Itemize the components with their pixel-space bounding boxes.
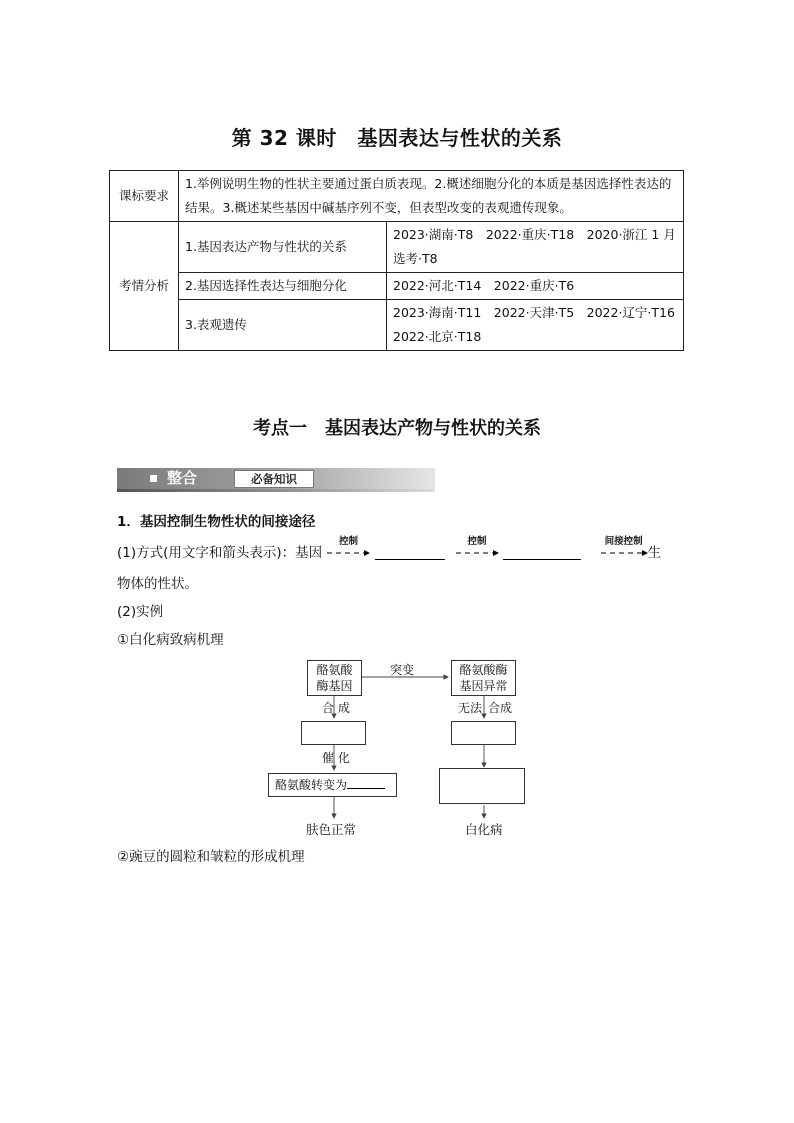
- table-head: 课标要求: [110, 171, 179, 222]
- box-text: 酶基因: [316, 679, 353, 693]
- abnormal-gene-box: [451, 660, 516, 696]
- table-cell: 1.举例说明生物的性状主要通过蛋白质表现。2.概述细胞分化的本质是基因选择性表达的结果。3.概述某些基因中碱基序列不变，但表型改变的表观遗传现象。: [179, 171, 684, 222]
- answer-box[interactable]: [451, 721, 516, 745]
- albinism-label: 白化病: [465, 822, 503, 837]
- table-cell: 2023·湖南·T8 2022·重庆·T18 2020·浙江 1 月选考·T8: [387, 222, 684, 273]
- normal-skin-label: 肤色正常: [306, 822, 357, 837]
- catalyze-label: 催 化: [322, 751, 350, 765]
- synthesis-label: 合 成: [322, 701, 350, 715]
- conversion-box: [268, 773, 397, 797]
- page-title: 第 32 课时 基因表达与性状的关系: [231, 126, 563, 150]
- mutation-label: 突变: [390, 663, 415, 677]
- table-cell: 2023·海南·T11 2022·天津·T5 2022·辽宁·T16 2022·北京·T18: [387, 300, 684, 351]
- pea-heading: ②豌豆的圆粒和皱粒的形成机理: [117, 849, 305, 865]
- table-cell: 1.基因表达产物与性状的关系: [179, 222, 387, 273]
- heading-indirect-pathway: 1．基因控制生物性状的间接途径: [117, 514, 316, 530]
- synthesis-label: 合成: [488, 701, 513, 715]
- answer-blank[interactable]: [347, 777, 385, 789]
- pathway-end: 生: [647, 545, 662, 561]
- banner-subtag: 必备知识: [234, 470, 314, 488]
- pathway-prefix: (1)方式(用文字和箭头表示)：基因: [117, 545, 323, 561]
- normal-gene-box: [307, 660, 362, 696]
- box-text: 酪氨酸转变为: [275, 778, 348, 792]
- arrow-label: 控制: [467, 536, 487, 547]
- no-synthesis-label: 无法: [458, 701, 483, 715]
- box-text: 酪氨酸: [316, 663, 353, 677]
- box-text: 基因异常: [459, 679, 508, 693]
- box-text: 酪氨酸酶: [459, 663, 508, 677]
- table-cell: 2022·河北·T14 2022·重庆·T6: [387, 273, 684, 300]
- table-cell: 3.表观遗传: [179, 300, 387, 351]
- arrow-label: 间接控制: [604, 536, 643, 547]
- pathway-line-continued: 物体的性状。: [117, 576, 198, 592]
- example-heading: (2)实例: [117, 604, 164, 620]
- answer-box[interactable]: [301, 721, 366, 745]
- section-title: 考点一 基因表达产物与性状的关系: [253, 418, 541, 439]
- albinism-heading: ①白化病致病机理: [117, 632, 224, 648]
- table-cell: 2.基因选择性表达与细胞分化: [179, 273, 387, 300]
- answer-box[interactable]: [439, 768, 525, 804]
- table-head: 考情分析: [110, 222, 179, 351]
- arrow-label: 控制: [338, 536, 358, 547]
- banner-tag: 整合: [167, 469, 198, 487]
